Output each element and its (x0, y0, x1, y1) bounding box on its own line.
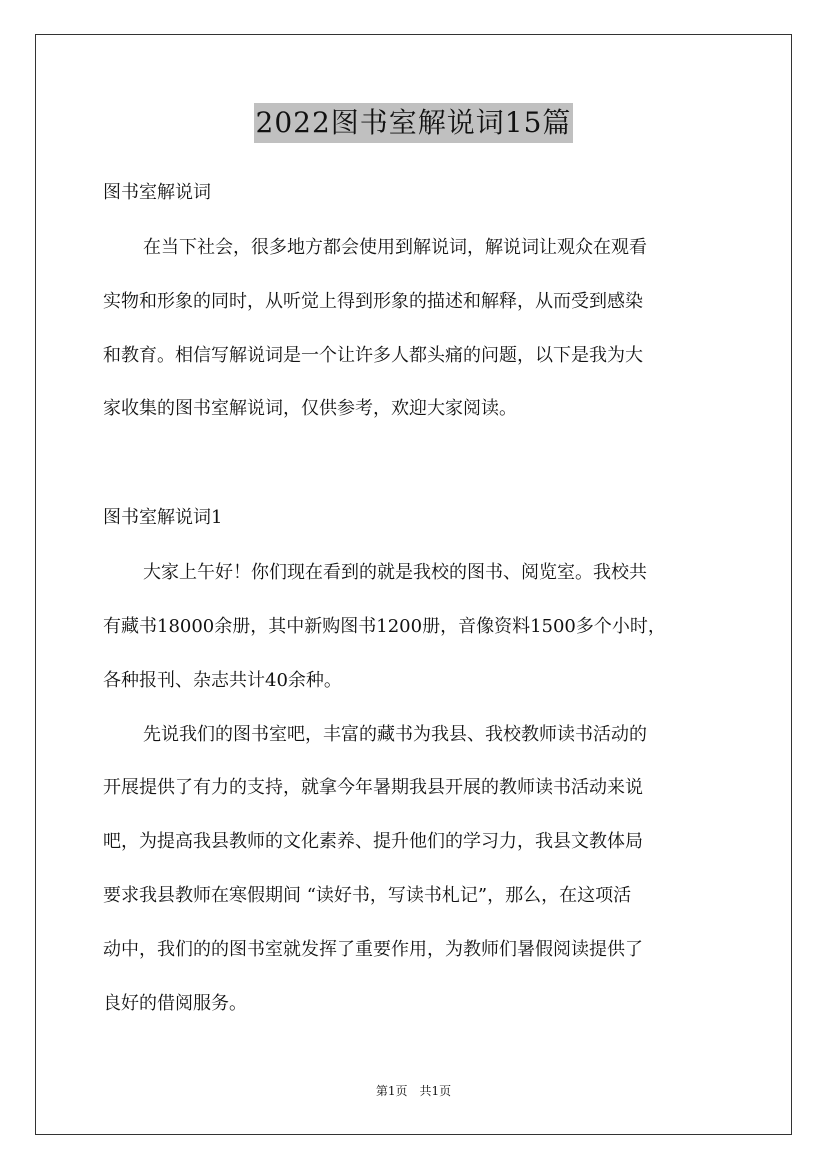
paragraph-line: 吧，为提高我县教师的文化素养、提升他们的学习力，我县文教体局 (103, 831, 643, 852)
paragraph-line: 各种报刊、杂志共计40余种。 (103, 670, 342, 691)
paragraph-line: 动中，我们的的图书室就发挥了重要作用，为教师们暑假阅读提供了 (103, 939, 643, 960)
page-footer: 第1页 共1页 (375, 1084, 452, 1098)
document-title: 2022图书室解说词15篇 (254, 103, 574, 143)
paragraph-line: 实物和形象的同时，从听觉上得到形象的描述和解释，从而受到感染 (103, 291, 643, 312)
paragraph-line: 要求我县教师在寒假期间 “读好书，写读书札记”，那么，在这项活 (103, 885, 632, 906)
section-heading: 图书室解说词1 (103, 507, 223, 528)
paragraph-line: 开展提供了有力的支持，就拿今年暑期我县开展的教师读书活动来说 (103, 777, 643, 798)
paragraph-line: 有藏书18000余册，其中新购图书1200册，音像资料1500多个小时， (103, 616, 666, 637)
paragraph-line: 大家上午好！你们现在看到的就是我校的图书、阅览室。我校共 (143, 562, 647, 583)
paragraph-line: 家收集的图书室解说词，仅供参考，欢迎大家阅读。 (103, 398, 517, 419)
paragraph-line: 先说我们的图书室吧，丰富的藏书为我县、我校教师读书活动的 (143, 724, 647, 745)
paragraph-line: 良好的借阅服务。 (103, 993, 247, 1014)
title-container (0, 103, 827, 143)
paragraph-line: 在当下社会，很多地方都会使用到解说词，解说词让观众在观看 (143, 237, 647, 258)
section-heading: 图书室解说词 (103, 182, 211, 203)
paragraph-line: 和教育。相信写解说词是一个让许多人都头痛的问题，以下是我为大 (103, 345, 643, 366)
